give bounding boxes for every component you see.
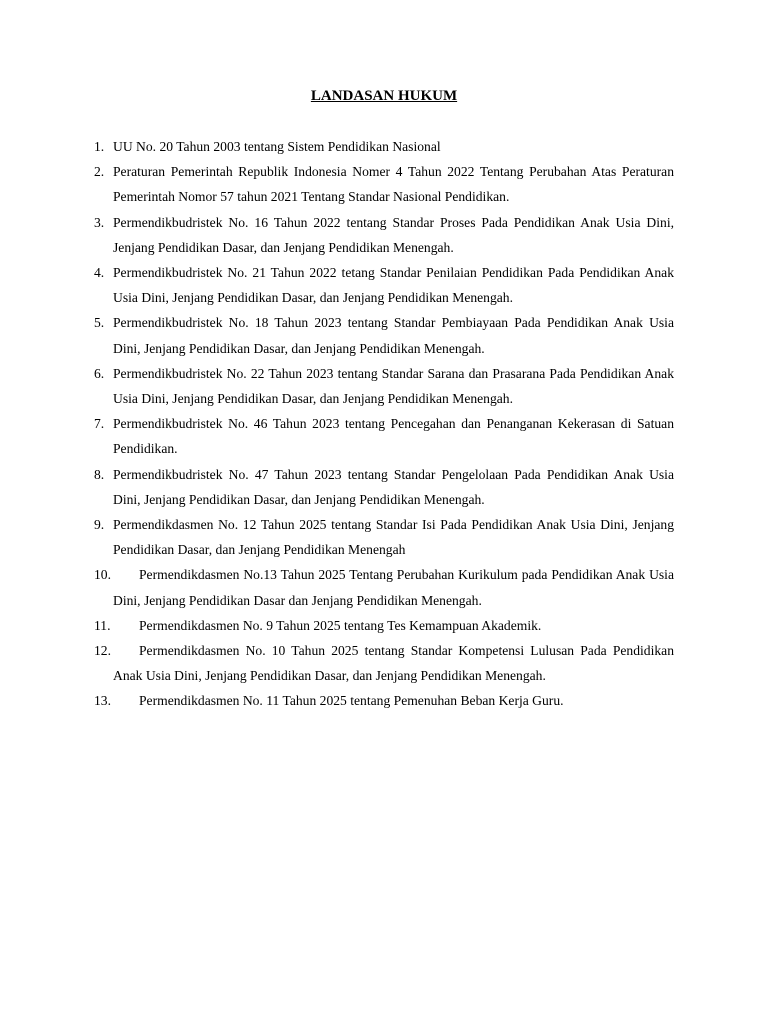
list-item-number: 2. [94, 164, 105, 180]
list-item-number: 5. [94, 315, 105, 331]
list-item-text: Permendikbudristek No. 47 Tahun 2023 tentang Standar Pengelolaan Pada Pendidikan Anak Usia Dini, Jenjang Pendidikan Dasar, dan Jenjang Pendidikan Menengah. [113, 466, 674, 507]
list-item-text: Permendikbudristek No. 16 Tahun 2022 tentang Standar Proses Pada Pendidikan Anak Usia Dini, Jenjang Pendidikan Dasar, dan Jenjang Pendidikan Menengah. [113, 214, 674, 255]
list-item-text: Permendikdasmen No. 9 Tahun 2025 tentang Tes Kemampuan Akademik. [139, 617, 542, 633]
list-item [94, 613, 674, 638]
list-item-number: 7. [94, 416, 105, 432]
list-item [94, 411, 674, 461]
list-item-number: 6. [94, 365, 105, 381]
list-item [94, 361, 674, 411]
list-item [94, 512, 674, 562]
document-title: LANDASAN HUKUM [310, 88, 458, 104]
list-item [94, 688, 674, 713]
list-item-number: 11. [94, 617, 111, 633]
list-item [94, 159, 674, 209]
list-item-text: Permendikdasmen No. 10 Tahun 2025 tentang Standar Kompetensi Lulusan Pada Pendidikan Anak Usia Dini, Jenjang Pendidikan Dasar, dan Jenjang Pendidikan Menengah. [113, 643, 674, 684]
list-item-number: 4. [94, 265, 105, 281]
list-item-number: 8. [94, 466, 105, 482]
legal-basis-list [94, 134, 674, 714]
list-item-number: 12. [94, 643, 111, 659]
list-item [94, 638, 674, 688]
list-item [94, 462, 674, 512]
list-item-text: Permendikbudristek No. 22 Tahun 2023 tentang Standar Sarana dan Prasarana Pada Pendidikan Anak Usia Dini, Jenjang Pendidikan Dasar, dan Jenjang Pendidikan Menengah. [113, 365, 674, 407]
list-item-text: Permendikbudristek No. 46 Tahun 2023 tentang Pencegahan dan Penanganan Kekerasan di Satuan Pendidikan. [113, 416, 674, 457]
list-item-number: 1. [94, 139, 105, 154]
list-item-text: Permendikbudristek No. 21 Tahun 2022 tetang Standar Penilaian Pendidikan Pada Pendidikan Anak Usia Dini, Jenjang Pendidikan Dasar, dan Jenjang Pendidikan Menengah. [113, 265, 674, 306]
list-item-text: Permendikbudristek No. 18 Tahun 2023 tentang Standar Pembiayaan Pada Pendidikan Anak Usia Dini, Jenjang Pendidikan Dasar, dan Jenjang Pendidikan Menengah. [113, 315, 674, 356]
list-item-number: 10. [94, 567, 111, 583]
list-item [94, 210, 674, 260]
list-item-number: 13. [94, 693, 111, 709]
list-item-text: UU No. 20 Tahun 2003 tentang Sistem Pendidikan Nasional [113, 139, 441, 154]
list-item-number: 9. [94, 517, 105, 533]
list-item-text: Permendikdasmen No. 12 Tahun 2025 tentang Standar Isi Pada Pendidikan Anak Usia Dini, Jenjang Pendidikan Dasar, dan Jenjang Pendidikan Menengah [113, 517, 674, 558]
list-item [94, 562, 674, 612]
list-item-text: Peraturan Pemerintah Republik Indonesia Nomer 4 Tahun 2022 Tentang Perubahan Atas Peraturan Pemerintah Nomor 57 tahun 2021 Tentang Standar Nasional Pendidikan. [113, 164, 674, 205]
list-item [94, 134, 674, 159]
list-item-text: Permendikdasmen No.13 Tahun 2025 Tentang Perubahan Kurikulum pada Pendidikan Anak Usia Dini, Jenjang Pendidikan Dasar dan Jenjang Pendidikan Menengah. [113, 567, 674, 608]
list-item [94, 260, 674, 310]
list-item [94, 310, 674, 360]
list-item-text: Permendikdasmen No. 11 Tahun 2025 tentang Pemenuhan Beban Kerja Guru. [139, 693, 564, 709]
list-item-number: 3. [94, 214, 105, 230]
